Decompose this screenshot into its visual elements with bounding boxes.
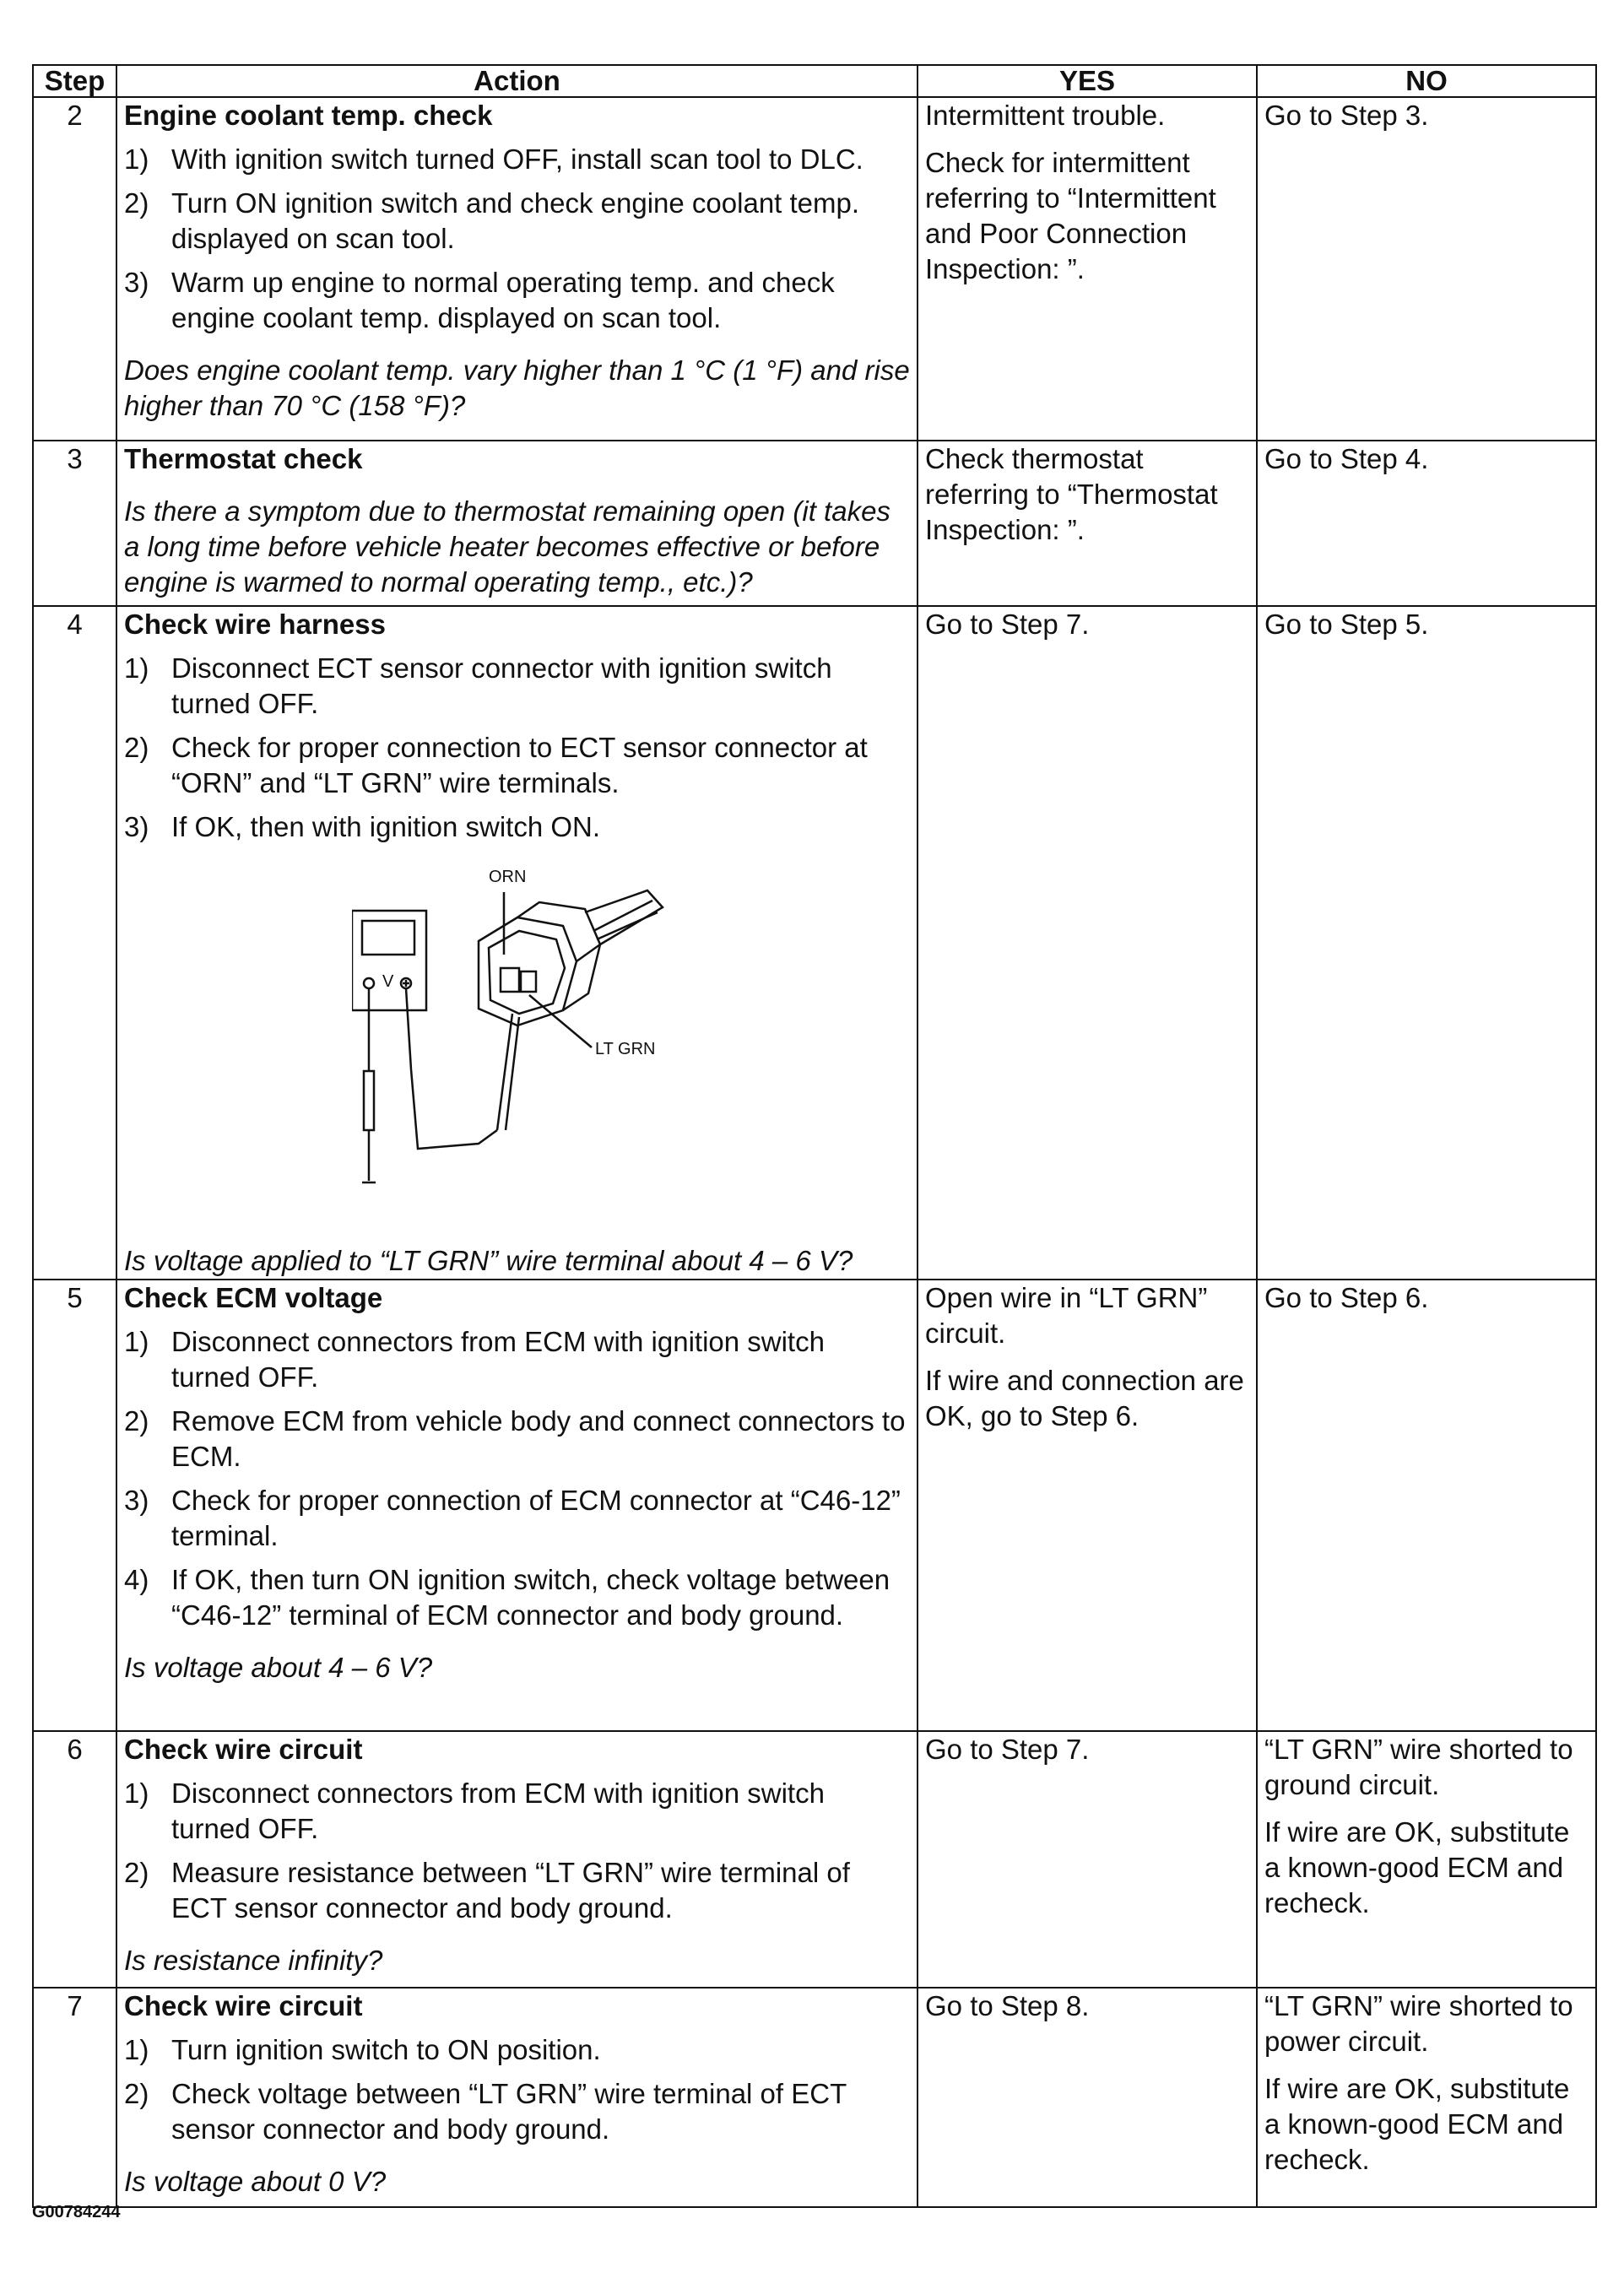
header-yes: YES [918, 65, 1257, 97]
action-cell [116, 606, 918, 1280]
table-row [33, 441, 1596, 606]
action-cell [116, 1731, 918, 1988]
action-step: 1) Disconnect ECT sensor connector with ignition switch turned OFF. [124, 652, 832, 719]
header-no: NO [1257, 65, 1596, 97]
action-steps [124, 651, 910, 845]
action-step: 3) If OK, then with ignition switch ON. [124, 811, 601, 842]
action-step: 2) Check voltage between “LT GRN” wire terminal of ECT sensor connector and body ground. [124, 2078, 847, 2145]
yes-cell: Check thermostat referring to “Thermostat Inspection: ”. [918, 441, 1257, 606]
voltmeter-connector-illustration [124, 860, 910, 1236]
action-question: Is resistance infinity? [124, 1945, 383, 1976]
step-number: 3 [33, 441, 116, 606]
action-question: Is voltage about 4 – 6 V? [124, 1652, 433, 1683]
step-number: 5 [33, 1280, 116, 1731]
figure-id: G00784244 [32, 2203, 121, 2221]
no-cell: Go to Step 3. [1257, 97, 1596, 441]
svg-text:ORN: ORN [489, 868, 527, 886]
svg-text:LT GRN: LT GRN [595, 1040, 656, 1058]
diagnostic-table [32, 64, 1597, 2208]
action-step: 1) With ignition switch turned OFF, install scan tool to DLC. [124, 143, 863, 175]
svg-text:V: V [382, 972, 394, 991]
header-row [33, 65, 1596, 97]
yes-cell: Go to Step 8. [918, 1988, 1257, 2207]
action-title: Check wire circuit [124, 1734, 363, 1765]
action-step: 2) Remove ECM from vehicle body and connect connectors to ECM. [124, 1405, 906, 1472]
action-step: 3) Check for proper connection of ECM connector at “C46-12” terminal. [124, 1485, 901, 1551]
step-number: 4 [33, 606, 116, 1280]
action-title: Check ECM voltage [124, 1282, 383, 1313]
action-steps [124, 1324, 910, 1633]
action-title: Engine coolant temp. check [124, 100, 493, 131]
no-cell: “LT GRN” wire shorted to ground circuit. If wire are OK, substitute a known-good ECM and recheck. [1257, 1731, 1596, 1988]
no-cell: Go to Step 6. [1257, 1280, 1596, 1731]
action-step: 2) Measure resistance between “LT GRN” wire terminal of ECT sensor connector and body ground. [124, 1857, 850, 1924]
action-cell [116, 1280, 918, 1731]
action-question: Is voltage about 0 V? [124, 2166, 387, 2197]
yes-cell: Intermittent trouble. Check for intermittent referring to “Intermittent and Poor Connection Inspection: ”. [918, 97, 1257, 441]
action-steps [124, 1776, 910, 1926]
action-step: 2) Check for proper connection to ECT sensor connector at “ORN” and “LT GRN” wire terminals. [124, 732, 868, 798]
step-number: 7 [33, 1988, 116, 2207]
step-number: 6 [33, 1731, 116, 1988]
ect-connector-voltmeter-icon [352, 860, 690, 1231]
table-row [33, 606, 1596, 1280]
action-step: 1) Disconnect connectors from ECM with ignition switch turned OFF. [124, 1777, 825, 1844]
yes-cell: Go to Step 7. [918, 1731, 1257, 1988]
action-cell [116, 1988, 918, 2207]
table-row [33, 1988, 1596, 2207]
action-cell [116, 97, 918, 441]
yes-cell: Open wire in “LT GRN” circuit. If wire and connection are OK, go to Step 6. [918, 1280, 1257, 1731]
header-action: Action [116, 65, 918, 97]
header-step: Step [33, 65, 116, 97]
action-cell [116, 441, 918, 606]
action-step: 2) Turn ON ignition switch and check engine coolant temp. displayed on scan tool. [124, 187, 860, 254]
table-row [33, 1280, 1596, 1731]
table-row [33, 97, 1596, 441]
step-number: 2 [33, 97, 116, 441]
action-title: Check wire circuit [124, 1990, 363, 2021]
table-row [33, 1731, 1596, 1988]
no-cell: “LT GRN” wire shorted to power circuit. If wire are OK, substitute a known-good ECM and recheck. [1257, 1988, 1596, 2207]
action-steps [124, 142, 910, 336]
action-step: 1) Disconnect connectors from ECM with ignition switch turned OFF. [124, 1326, 825, 1393]
action-step: 4) If OK, then turn ON ignition switch, check voltage between “C46-12” terminal of ECM connector and body ground. [124, 1564, 890, 1631]
no-cell: Go to Step 4. [1257, 441, 1596, 606]
action-step: 1) Turn ignition switch to ON position. [124, 2034, 601, 2065]
action-question: Is there a symptom due to thermostat remaining open (it takes a long time before vehicle heater becomes effective or before engine is warmed to normal operating temp., etc.)? [124, 495, 890, 598]
action-step: 3) Warm up engine to normal operating temp. and check engine coolant temp. displayed on scan tool. [124, 267, 835, 333]
yes-cell: Go to Step 7. [918, 606, 1257, 1280]
action-steps [124, 2032, 910, 2147]
action-question: Is voltage applied to “LT GRN” wire terminal about 4 – 6 V? [124, 1245, 853, 1276]
no-cell: Go to Step 5. [1257, 606, 1596, 1280]
action-title: Check wire harness [124, 609, 386, 640]
action-title: Thermostat check [124, 443, 363, 474]
action-question: Does engine coolant temp. vary higher than 1 °C (1 °F) and rise higher than 70 °C (158 °F)? [124, 354, 910, 421]
